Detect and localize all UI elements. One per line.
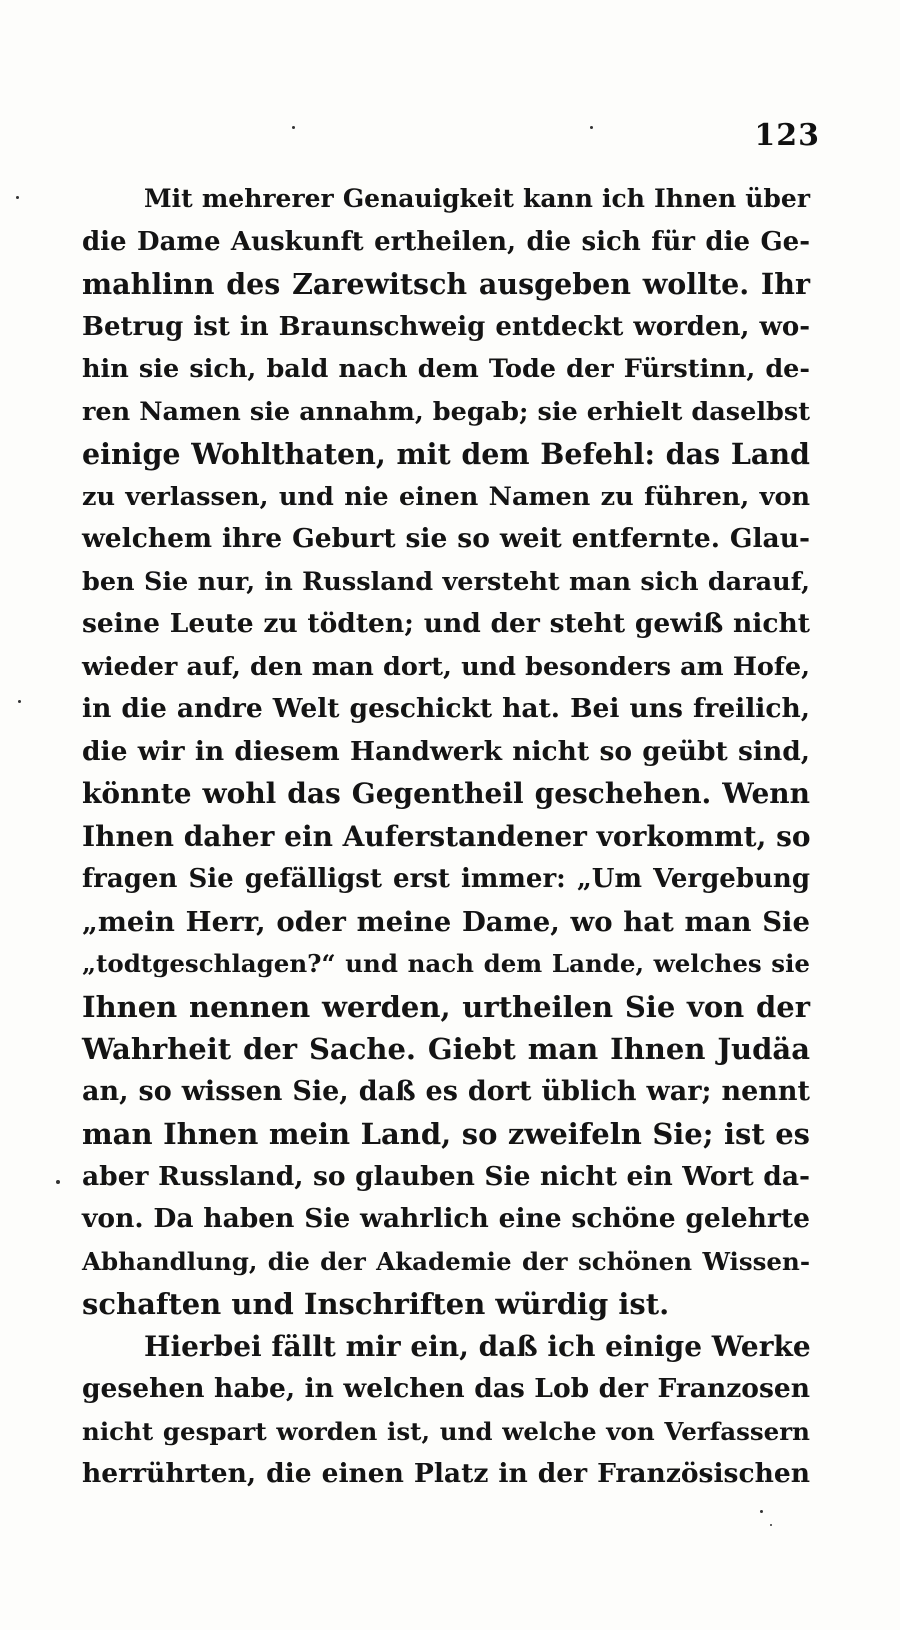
text-line: die wir in diesem Handwerk nicht so geübt sind, <box>82 735 810 767</box>
text-line: Abhandlung, die der Akademie der schönen Wissen- <box>82 1246 810 1276</box>
text-line: ren Namen sie annahm, begab; sie erhielt daselbst <box>82 396 810 427</box>
text-line: die Dame Auskunft ertheilen, die sich für die Ge- <box>82 226 810 257</box>
page-number: 123 <box>754 118 820 153</box>
text-line: Mit mehrerer Genauigkeit kann ich Ihnen über <box>144 184 810 213</box>
text-line: fragen Sie gefälligst erst immer: „Um Vergebung <box>82 864 810 894</box>
text-line: mahlinn des Zarewitsch ausgeben wollte. Ihr <box>82 267 810 301</box>
text-line: Ihnen daher ein Auferstandener vorkommt, so <box>82 819 811 853</box>
text-line: könnte wohl das Gegentheil geschehen. Wenn <box>82 777 810 810</box>
text-line: nicht gespart worden ist, und welche von Verfassern <box>82 1416 810 1446</box>
text-line: „mein Herr, oder meine Dame, wo hat man Sie <box>82 905 810 938</box>
paper-speck <box>292 126 295 129</box>
text-line: welchem ihre Geburt sie so weit entfernte. Glau- <box>82 523 810 554</box>
text-line: „todtgeschlagen?“ und nach dem Lande, welches sie <box>82 949 810 978</box>
text-line: seine Leute zu tödten; und der steht gewiß nicht <box>82 608 810 639</box>
text-line: Hierbei fällt mir ein, daß ich einige Werke <box>144 1329 811 1363</box>
body-text <box>82 178 810 1496</box>
text-line: von. Da haben Sie wahrlich eine schöne gelehrte <box>82 1203 810 1234</box>
text-line: an, so wissen Sie, daß es dort üblich war; nennt <box>82 1075 810 1107</box>
text-line: schaften und Inschriften würdig ist. <box>82 1287 670 1321</box>
text-line: hin sie sich, bald nach dem Tode der Fürstinn, de- <box>82 354 810 384</box>
paper-speck <box>770 1524 772 1526</box>
paper-speck <box>590 126 593 129</box>
text-line: aber Russland, so glauben Sie nicht ein Wort da- <box>82 1160 810 1192</box>
paper-speck <box>16 196 19 199</box>
text-line: man Ihnen mein Land, so zweifeln Sie; ist es <box>82 1117 810 1151</box>
text-line: einige Wohlthaten, mit dem Befehl: das Land <box>82 437 810 471</box>
paper-speck <box>56 1180 60 1184</box>
text-line: herrührten, die einen Platz in der Französischen <box>82 1458 810 1489</box>
text-line: Ihnen nennen werden, urtheilen Sie von der <box>82 989 810 1024</box>
text-line: wieder auf, den man dort, und besonders am Hofe, <box>82 651 810 682</box>
text-line: Betrug ist in Braunschweig entdeckt worden, wo- <box>82 311 810 342</box>
text-line: zu verlassen, und nie einen Namen zu führen, von <box>82 481 810 512</box>
paper-speck <box>18 700 21 703</box>
text-line: gesehen habe, in welchen das Lob der Franzosen <box>82 1373 810 1404</box>
text-line: in die andre Welt geschickt hat. Bei uns freilich, <box>82 693 810 724</box>
text-line: Wahrheit der Sache. Giebt man Ihnen Judäa <box>82 1032 810 1066</box>
paper-speck <box>760 1510 763 1513</box>
text-line: ben Sie nur, in Russland versteht man sich darauf, <box>82 566 810 597</box>
